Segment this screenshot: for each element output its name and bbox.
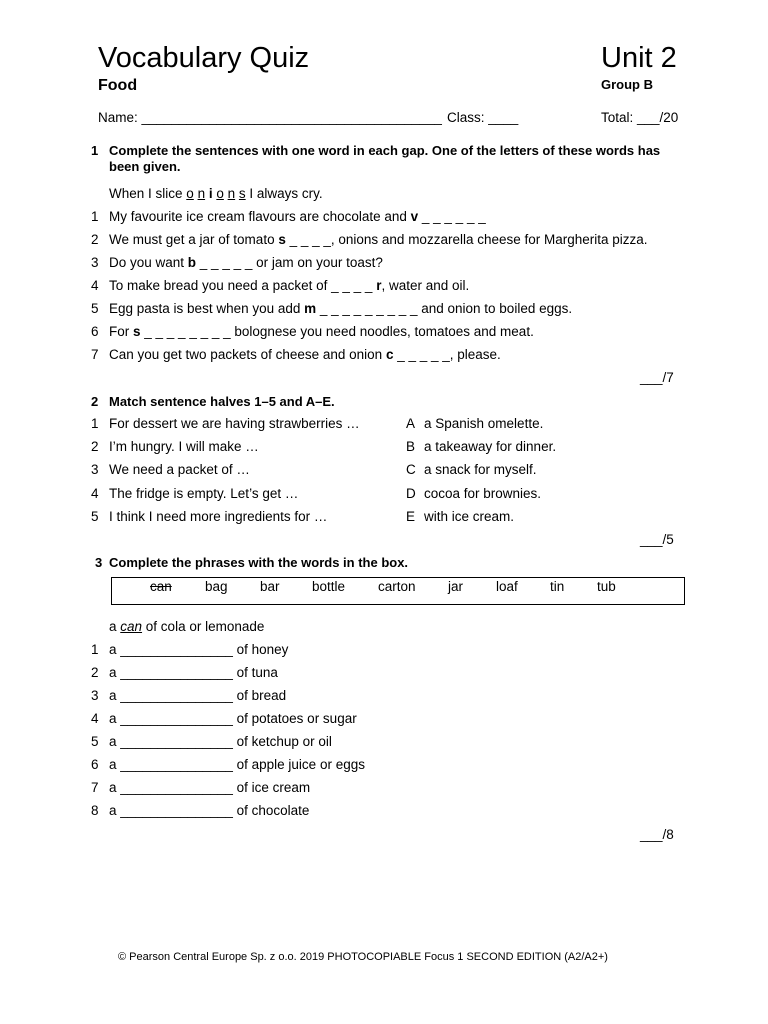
sentence-ending: a Spanish omelette.	[424, 416, 544, 431]
phrase-gap[interactable]: a _______________ of potatoes or sugar	[109, 711, 357, 726]
answer-gap[interactable]: _ _ _ _ _, please.	[393, 347, 501, 362]
sentence-text: To make bread you need a packet of _ _ _ _	[109, 278, 377, 293]
sentence-text: My favourite ice cream flavours are chocolate and	[109, 209, 411, 224]
left-number: 4	[91, 485, 99, 501]
class-field[interactable]: Class: ____	[447, 110, 519, 125]
phrase-gap[interactable]: a _______________ of tuna	[109, 665, 278, 680]
phrase-gap[interactable]: a _______________ of honey	[109, 642, 289, 657]
example-letter: o	[216, 186, 224, 201]
footer-copyright: © Pearson Central Europe Sp. z o.o. 2019 PHOTOCOPIABLE Focus 1 SECOND EDITION (A2/A2+)	[118, 951, 608, 963]
sentence-ending: a takeaway for dinner.	[424, 439, 557, 455]
example-text: of cola or lemonade	[142, 619, 265, 634]
section2-score: ___/5	[640, 532, 674, 547]
given-letter: r	[376, 278, 382, 293]
sentence-ending: cocoa for brownies.	[424, 485, 542, 501]
answer-gap[interactable]: _ _ _ _, onions and mozzarella cheese for Margherita pizza.	[285, 232, 648, 247]
sentence-text: We must get a jar of tomato	[109, 232, 279, 247]
item-number: 1	[91, 642, 99, 657]
sentence-half: I think I need more ingredients for …	[109, 508, 328, 524]
item-number: 5	[91, 301, 99, 316]
box-word: loaf	[496, 579, 518, 594]
left-number: 2	[91, 439, 99, 455]
item-number: 3	[91, 255, 99, 270]
item-number: 8	[91, 803, 99, 818]
example-letter: n	[227, 186, 236, 201]
example-text: a	[109, 619, 121, 634]
answer-gap[interactable]: _ _ _ _ _ _ _ _ bolognese you need noodles, tomatoes and meat.	[140, 324, 534, 339]
group-label: Group B	[601, 77, 653, 92]
gap-sentence	[109, 255, 383, 270]
box-word: tin	[550, 579, 565, 594]
phrase-gap[interactable]: a _______________ of chocolate	[109, 803, 310, 818]
section1-number: 1	[91, 143, 99, 158]
box-word: bottle	[312, 579, 346, 594]
phrase-gap[interactable]: a _______________ of ketchup or oil	[109, 734, 332, 749]
phrase-gap[interactable]: a _______________ of apple juice or eggs	[109, 757, 365, 772]
example-word: can	[120, 619, 143, 634]
sentence-text: Do you want	[109, 255, 188, 270]
sentence-text: For	[109, 324, 134, 339]
item-number: 2	[91, 232, 99, 247]
page-subtitle: Food	[98, 77, 138, 94]
right-letter: C	[406, 462, 416, 478]
gap-sentence	[109, 232, 648, 247]
answer-gap[interactable]: _ _ _ _ _ _	[418, 209, 486, 224]
box-word: jar	[448, 579, 464, 594]
example-letter: n	[197, 186, 206, 201]
sentence-text: Can you get two packets of cheese and onion	[109, 347, 386, 362]
section3-number: 3	[95, 555, 103, 570]
box-word: bar	[260, 579, 280, 594]
item-number: 6	[91, 757, 99, 772]
unit-label: Unit 2	[601, 42, 677, 74]
example-given-letter: i	[205, 186, 217, 201]
right-letter: E	[406, 508, 416, 524]
left-number: 5	[91, 508, 99, 524]
sentence-half: We need a packet of …	[109, 462, 250, 478]
item-number: 1	[91, 209, 99, 224]
item-number: 3	[91, 688, 99, 703]
given-letter: m	[304, 301, 317, 316]
given-letter: s	[133, 324, 141, 339]
page-title: Vocabulary Quiz	[98, 42, 310, 74]
section1-score: ___/7	[640, 370, 674, 385]
phrase-gap[interactable]: a _______________ of bread	[109, 688, 287, 703]
gap-sentence	[109, 301, 572, 316]
name-field[interactable]: Name: ________________________________________	[98, 110, 442, 125]
right-letter: B	[406, 439, 416, 455]
given-letter: s	[278, 232, 286, 247]
item-number: 6	[91, 324, 99, 339]
given-letter: c	[385, 347, 394, 362]
section1-example	[109, 186, 323, 201]
right-letter: D	[406, 485, 416, 501]
section2-instruction: Match sentence halves 1–5 and A–E.	[109, 394, 335, 409]
given-letter: v	[410, 209, 419, 224]
phrase-gap[interactable]: a _______________ of ice cream	[109, 780, 311, 795]
box-word: bag	[205, 579, 228, 594]
answer-gap[interactable]: , water and oil.	[381, 278, 470, 293]
sentence-half: I’m hungry. I will make …	[109, 439, 259, 455]
example-text: When I slice	[109, 186, 187, 201]
sentence-half: For dessert we are having strawberries …	[109, 416, 360, 431]
sentence-ending: a snack for myself.	[424, 462, 537, 478]
gap-sentence	[109, 324, 534, 339]
sentence-ending: with ice cream.	[424, 508, 515, 524]
left-number: 3	[91, 462, 99, 478]
given-letter: b	[187, 255, 197, 270]
item-number: 7	[91, 780, 99, 795]
sentence-half: The fridge is empty. Let’s get …	[109, 485, 299, 501]
gap-sentence	[109, 278, 469, 293]
box-word: carton	[378, 579, 416, 594]
section3-instruction: Complete the phrases with the words in the box.	[109, 555, 409, 570]
item-number: 4	[91, 711, 99, 726]
box-word: can	[150, 579, 172, 594]
example-letter: o	[186, 186, 194, 201]
item-number: 2	[91, 665, 99, 680]
total-field: Total: ___/20	[601, 110, 679, 125]
section1-instruction: Complete the sentences with one word in each gap. One of the letters of these words has been given.	[109, 143, 661, 174]
example-text: I always cry.	[245, 186, 323, 201]
sentence-text: Egg pasta is best when you add	[109, 301, 305, 316]
section3-example	[109, 619, 264, 634]
gap-sentence	[109, 209, 486, 224]
item-number: 5	[91, 734, 99, 749]
section2-number: 2	[91, 394, 99, 409]
example-letter: s	[238, 186, 246, 201]
section3-score: ___/8	[640, 827, 674, 842]
answer-gap[interactable]: _ _ _ _ _ or jam on your toast?	[196, 255, 383, 270]
right-letter: A	[406, 416, 416, 431]
item-number: 7	[91, 347, 99, 362]
answer-gap[interactable]: _ _ _ _ _ _ _ _ _ and onion to boiled eggs.	[316, 301, 573, 316]
left-number: 1	[91, 416, 99, 431]
item-number: 4	[91, 278, 99, 293]
gap-sentence	[109, 347, 501, 362]
box-word: tub	[597, 579, 616, 594]
